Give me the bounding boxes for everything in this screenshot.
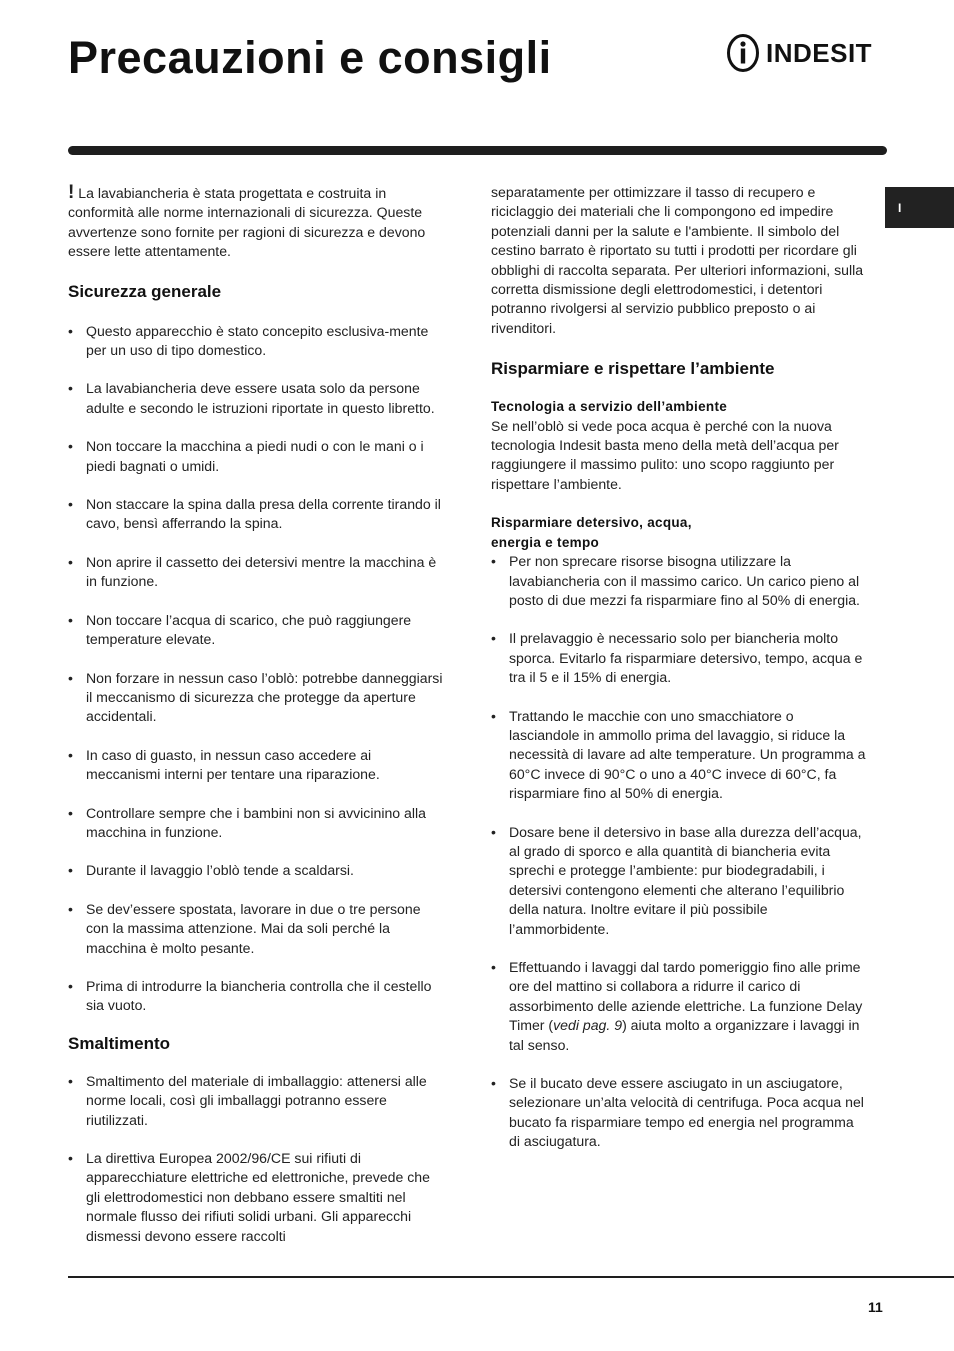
- section-tab: I: [885, 187, 954, 228]
- environment-heading: Risparmiare e rispettare l’ambiente: [491, 359, 775, 379]
- saving-subheading-line2: energia e tempo: [491, 534, 600, 550]
- list-item: • Durante il lavaggio l’oblò tende a scaldarsi.: [68, 861, 444, 880]
- delay-text-b: ) aiuta molto a organizzare i lavaggi in tal senso.: [509, 1017, 860, 1053]
- list-item: • Non aprire il cassetto dei detersivi mentre la macchina è in funzione.: [68, 553, 444, 592]
- technology-subheading: Tecnologia a servizio dell’ambiente: [491, 399, 728, 415]
- left-column: [68, 183, 444, 1246]
- list-item: • Trattando le macchie con uno smacchiatore o lasciandole in ammollo prima del lavaggio, si riduce la necessità di lavare ad alte temperature. Un programma a 60°C invece di 90°C o uno a 40°C invece di 60°C, fa risparmiare fino al 50% di energia.: [491, 707, 868, 804]
- saving-subheading-line1: Risparmiare detersivo, acqua,: [491, 515, 692, 531]
- right-column: [491, 183, 868, 1152]
- list-item: • Non toccare l’acqua di scarico, che può raggiungere temperature elevate.: [68, 611, 444, 650]
- intro-text: La lavabiancheria è stata progettata e costruita in conformità alle norme internazionali di sicurezza. Queste avvertenze sono fornite per ragioni di sicurezza e devono essere lette attentamente.: [68, 185, 426, 260]
- disposal-list: [68, 1072, 444, 1246]
- list-item: • Non forzare in nessun caso l’oblò: potrebbe danneggiarsi il meccanismo di sicurezza che protegge da aperture accidentali.: [68, 669, 444, 727]
- list-item: • Non staccare la spina dalla presa della corrente tirando il cavo, bensì afferrando la spina.: [68, 495, 444, 534]
- saving-list: [491, 552, 868, 1152]
- list-item: • Questo apparecchio è stato concepito esclusiva-mente per un uso di tipo domestico.: [68, 322, 444, 361]
- page-reference: vedi pag. 9: [553, 1017, 623, 1034]
- list-item: • La lavabiancheria deve essere usata solo da persone adulte e secondo le istruzioni riportate in questo libretto.: [68, 379, 444, 418]
- page-title: Precauzioni e consigli: [68, 32, 552, 83]
- continued-paragraph: [473, 183, 868, 338]
- brand-logo: [726, 32, 888, 74]
- list-item: • Prima di introdurre la biancheria controlla che il cestello sia vuoto.: [68, 977, 444, 1016]
- footer-rule: [68, 1276, 954, 1278]
- indesit-i-icon: [726, 33, 760, 73]
- intro-paragraph: [68, 183, 444, 262]
- page-number: 11: [868, 1299, 883, 1315]
- delay-text-a: Effettuando i lavaggi dal tardo pomeriggio fino alle prime ore del mattino si collabora a ridurre il carico di assorbimento delle aziende elettriche. La funzione Delay Timer (: [509, 959, 863, 1034]
- list-item: • Il prelavaggio è necessario solo per biancheria molto sporca. Evitarlo fa risparmiare detersivo, tempo, acqua e tra il 5 e il 15% di energia.: [491, 629, 868, 687]
- safety-list: [68, 322, 444, 1016]
- list-item: • Per non sprecare risorse bisogna utilizzare la lavabiancheria con il massimo carico. Un carico pieno al posto di due mezzi fa risparmiare fino al 50% di energia.: [491, 552, 868, 610]
- list-item: • Controllare sempre che i bambini non si avvicinino alla macchina in funzione.: [68, 804, 444, 843]
- warning-mark: !: [68, 182, 75, 203]
- technology-paragraph: Se nell’oblò si vede poca acqua è perché con la nuova tecnologia Indesit basta meno della metà dell’acqua per raggiungere il massimo pulito: uno scopo raggiunto per rispettare l’ambiente.: [491, 417, 839, 492]
- list-item: • La direttiva Europea 2002/96/CE sui rifiuti di apparecchiature elettriche ed elettroniche, prevede che gli elettrodomestici non debbano essere smaltiti nel normale flusso dei rifiuti solidi urbani. Gli apparecchi dismessi devono essere raccolti: [68, 1149, 444, 1246]
- continued-text: separatamente per ottimizzare il tasso di recupero e riciclaggio dei materiali che li compongono ed impedire potenziali danni per la salute e l'ambiente. Il simbolo del cestino barrato è riportato su tutti i prodotti per ricordare gli obblighi di raccolta separata. Per ulteriori informazioni, sulla corretta dismissione degli elettrodomestici, i detentori potranno rivolgersi al servizio pubblico preposto o ai rivenditori.: [491, 184, 864, 336]
- list-item: • Non toccare la macchina a piedi nudi o con le mani o i piedi bagnati o umidi.: [68, 437, 444, 476]
- header-rule: [68, 146, 887, 155]
- safety-heading: Sicurezza generale: [68, 281, 222, 301]
- list-item: [491, 958, 868, 1055]
- list-item: • In caso di guasto, in nessun caso accedere ai meccanismi interni per tentare una riparazione.: [68, 746, 444, 785]
- disposal-heading: Smaltimento: [68, 1033, 171, 1053]
- list-item: • Se dev’essere spostata, lavorare in due o tre persone con la massima attenzione. Mai da soli perché la macchina è molto pesante.: [68, 900, 444, 958]
- list-item: • Se il bucato deve essere asciugato in un asciugatore, selezionare un’alta velocità di centrifuga. Poca acqua nel bucato fa risparmiare tempo ed energia nel programma di asciugatura.: [491, 1074, 868, 1152]
- brand-name: INDESIT: [766, 38, 873, 68]
- list-item: • Dosare bene il detersivo in base alla durezza dell’acqua, al grado di sporco e alla quantità di biancheria evita sprechi e protegge l’ambiente: pur biodegradabili, i detersivi contengono elementi che alterano l’equilibrio della natura. Inoltre evitare il più possibile l’ammorbidente.: [491, 823, 868, 939]
- list-item: • Smaltimento del materiale di imballaggio: attenersi alle norme locali, così gli imballaggi potranno essere riutilizzati.: [68, 1072, 444, 1130]
